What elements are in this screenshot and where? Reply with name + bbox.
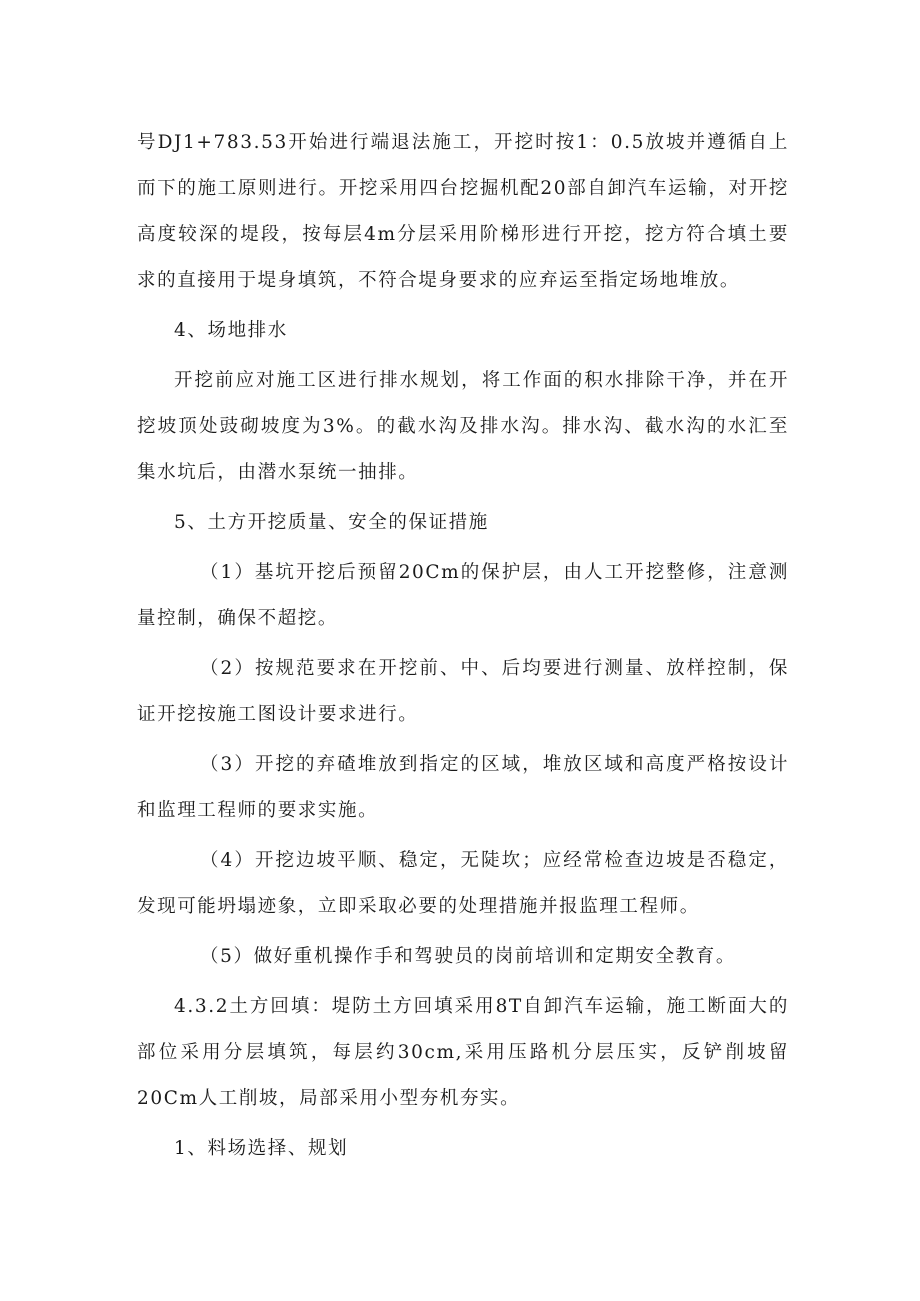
paragraph-excavation-method: 号DJ1+783.53开始进行端退法施工，开挖时按1：0.5放坡并遵循自上而下的施工原则进行。开挖采用四台挖掘机配20部自卸汽车运输，对开挖高度较深的堤段，按每层4m分层采用阶梯形进行开挖，挖方符合填土要求的直接用于堤身填筑，不符合堤身要求的应弃运至指定场地堆放。: [137, 132, 789, 291]
measure-item-3: （3）开挖的弃碴堆放到指定的区域，堆放区域和高度严格按设计和监理工程师的要求实施。: [137, 754, 789, 821]
measure-item-5: （5）做好重机操作手和驾驶员的岗前培训和定期安全教育。: [200, 946, 736, 967]
paragraph-earth-backfill: 4.3.2土方回填：堤防土方回填采用8T自卸汽车运输，施工断面大的部位采用分层填筑，每层约30cm,采用压路机分层压实，反铲削坡留20Cm人工削坡，局部采用小型夯机夯实。: [137, 996, 789, 1109]
measure-item-1: （1）基坑开挖后预留20Cm的保护层，由人工开挖整修，注意测量控制，确保不超挖。: [137, 562, 789, 629]
heading-site-drainage: 4、场地排水: [174, 320, 288, 341]
document-body: [137, 120, 789, 1172]
measure-item-4: （4）开挖边坡平顺、稳定，无陡坎；应经常检查边坡是否稳定，发现可能坍塌迹象，立即采取必要的处理措施并报监理工程师。: [137, 850, 789, 917]
heading-borrow-area-selection: 1、料场选择、规划: [174, 1138, 349, 1159]
paragraph-drainage-plan: 开挖前应对施工区进行排水规划，将工作面的积水排除干净，并在开挖坡顶处豉砌坡度为3%。的截水沟及排水沟。排水沟、截水沟的水汇至集水坑后，由潜水泵统一抽排。: [137, 370, 789, 483]
measure-item-2: （2）按规范要求在开挖前、中、后均要进行测量、放样控制，保证开挖按施工图设计要求进行。: [137, 658, 789, 725]
heading-quality-safety-measures: 5、土方开挖质量、安全的保证措施: [174, 512, 489, 533]
